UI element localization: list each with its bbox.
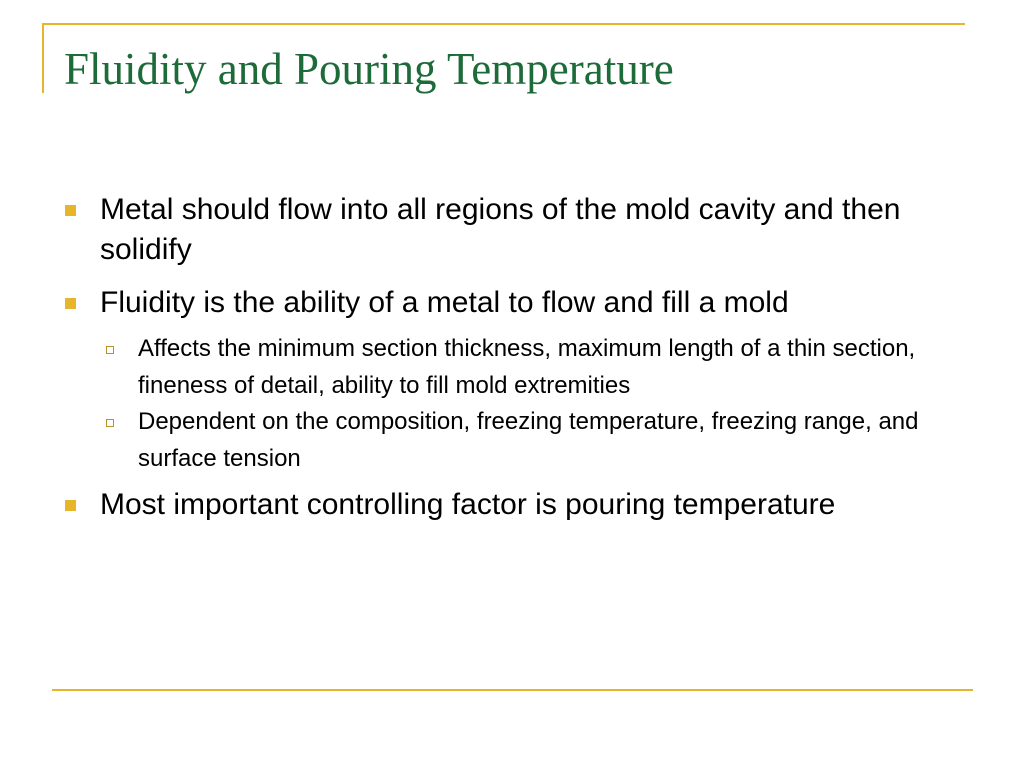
bullet-text: Fluidity is the ability of a metal to flow and fill a mold bbox=[100, 286, 789, 319]
bullet-item bbox=[62, 190, 967, 270]
bullet-item bbox=[62, 283, 967, 323]
square-bullet-icon bbox=[65, 205, 76, 216]
square-bullet-icon bbox=[65, 500, 76, 511]
left-border-line bbox=[42, 23, 44, 93]
bullet-text: Metal should flow into all regions of the mold cavity and then solidify bbox=[100, 193, 901, 266]
square-bullet-icon bbox=[65, 298, 76, 309]
sub-bullet-item bbox=[100, 330, 967, 404]
bullet-text: Most important controlling factor is pouring temperature bbox=[100, 488, 836, 521]
bottom-border-line bbox=[52, 689, 973, 691]
top-border-line bbox=[42, 23, 965, 25]
bullet-item bbox=[62, 485, 967, 525]
bullet-list bbox=[62, 190, 967, 538]
sub-bullet-text: Affects the minimum section thickness, maximum length of a thin section, fineness of detail, ability to fill mold extremities bbox=[138, 335, 916, 399]
sub-bullet-item bbox=[100, 403, 967, 477]
hollow-square-bullet-icon bbox=[106, 419, 114, 427]
hollow-square-bullet-icon bbox=[106, 346, 114, 354]
sub-bullet-text: Dependent on the composition, freezing temperature, freezing range, and surface tension bbox=[138, 408, 919, 472]
slide-title: Fluidity and Pouring Temperature bbox=[64, 44, 674, 94]
